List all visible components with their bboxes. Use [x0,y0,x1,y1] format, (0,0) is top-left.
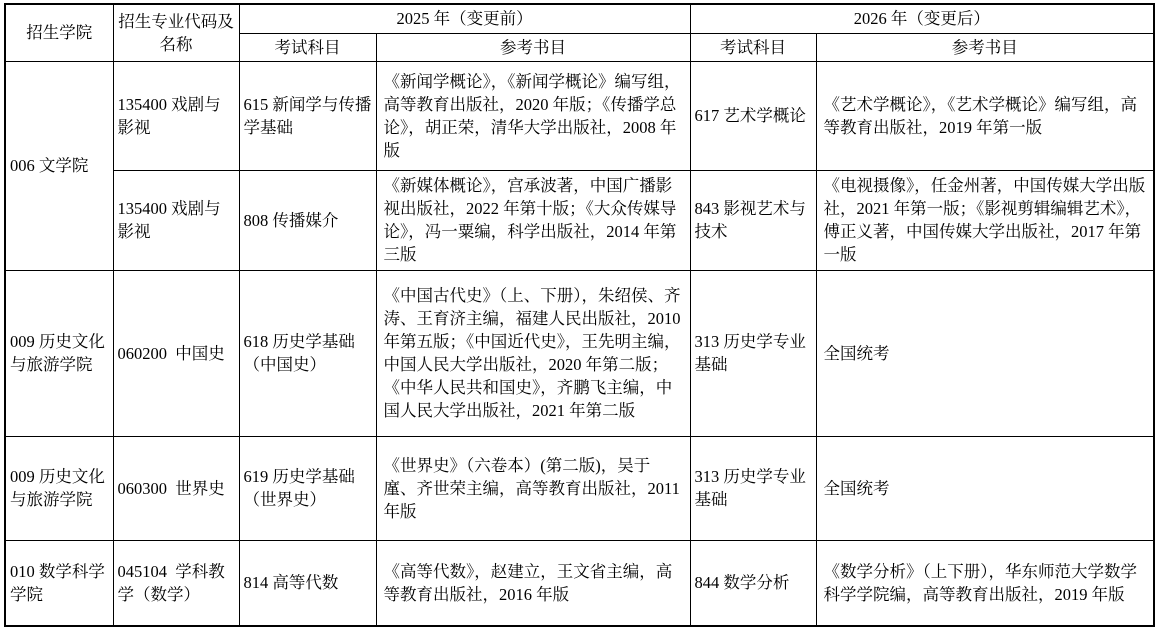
subject-2026-cell: 844 数学分析 [690,540,816,626]
college-cell: 010 数学科学学院 [5,540,113,626]
college-cell: 009 历史文化与旅游学院 [5,436,113,540]
college-cell: 006 文学院 [5,61,113,270]
header-reference-books-2026: 参考书目 [816,33,1154,61]
subject-2025-cell: 814 高等代数 [239,540,376,626]
table-row [5,61,1154,170]
books-2026-cell: 全国统考 [816,270,1154,436]
header-year-2026: 2026 年（变更后） [690,4,1154,33]
books-2026-cell: 《电视摄像》，任金州著，中国传媒大学出版社，2021 年第一版；《影视剪辑编辑艺术》，傅正义著，中国传媒大学出版社，2017 年第一版 [816,170,1154,270]
books-2026-cell: 《艺术学概论》，《艺术学概论》编写组，高等教育出版社，2019 年第一版 [816,61,1154,170]
books-2025-cell: 《世界史》（六卷本）(第二版)，吴于廑、齐世荣主编，高等教育出版社，2011 年版 [376,436,690,540]
subject-2026-cell: 617 艺术学概论 [690,61,816,170]
subject-2025-cell: 615 新闻学与传播学基础 [239,61,376,170]
major-cell: 135400 戏剧与影视 [113,170,239,270]
header-college: 招生学院 [5,4,113,61]
subject-2025-cell: 618 历史学基础（中国史） [239,270,376,436]
table-row [5,270,1154,436]
major-cell: 060300 世界史 [113,436,239,540]
header-year-2025: 2025 年（变更前） [239,4,690,33]
header-major-code-name: 招生专业代码及名称 [113,4,239,61]
header-exam-subject-2025: 考试科目 [239,33,376,61]
subject-2026-cell: 843 影视艺术与技术 [690,170,816,270]
books-2025-cell: 《中国古代史》（上、下册），朱绍侯、齐涛、王育济主编，福建人民出版社，2010 年第五版；《中国近代史》，王先明主编，中国人民大学出版社，2020 年第二版；《中华人民共和国史》，齐鹏飞主编，中国人民大学出版社，2021 年第二版 [376,270,690,436]
college-cell: 009 历史文化与旅游学院 [5,270,113,436]
major-cell: 135400 戏剧与影视 [113,61,239,170]
header-reference-books-2025: 参考书目 [376,33,690,61]
books-2026-cell: 《数学分析》（上下册），华东师范大学数学科学学院编，高等教育出版社，2019 年版 [816,540,1154,626]
books-2025-cell: 《新媒体概论》，宫承波著，中国广播影视出版社，2022 年第十版；《大众传媒导论》，冯一粟编，科学出版社，2014 年第三版 [376,170,690,270]
header-exam-subject-2026: 考试科目 [690,33,816,61]
admission-change-table [4,3,1155,627]
subject-2025-cell: 619 历史学基础（世界史） [239,436,376,540]
major-cell: 045104 学科教学（数学） [113,540,239,626]
table-row [5,436,1154,540]
books-2025-cell: 《高等代数》，赵建立，王文省主编，高等教育出版社，2016 年版 [376,540,690,626]
books-2026-cell: 全国统考 [816,436,1154,540]
major-cell: 060200 中国史 [113,270,239,436]
table-row [5,540,1154,626]
table-row [5,170,1154,270]
books-2025-cell: 《新闻学概论》，《新闻学概论》编写组，高等教育出版社，2020 年版；《传播学总论》，胡正荣，清华大学出版社，2008 年版 [376,61,690,170]
subject-2026-cell: 313 历史学专业基础 [690,436,816,540]
subject-2026-cell: 313 历史学专业基础 [690,270,816,436]
subject-2025-cell: 808 传播媒介 [239,170,376,270]
